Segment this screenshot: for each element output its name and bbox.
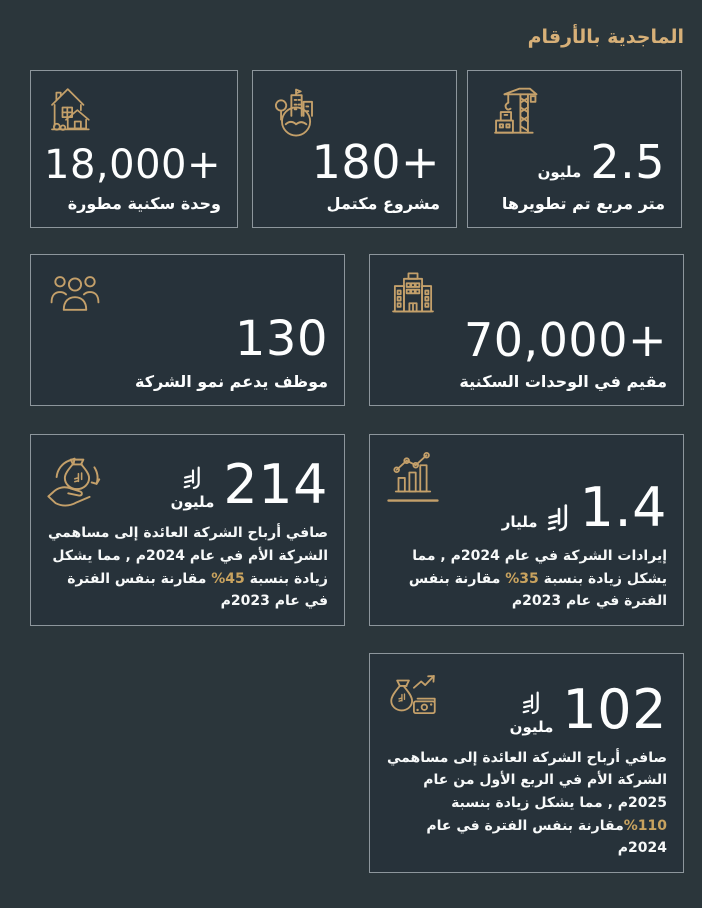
stat-label: مشروع مكتمل bbox=[326, 193, 440, 213]
stat-block bbox=[45, 310, 328, 393]
saudi-riyal-icon bbox=[522, 691, 542, 715]
stat-value: 102 bbox=[562, 677, 667, 741]
stat-label: متر مربع تم تطويرها bbox=[501, 193, 665, 213]
stat-value-row bbox=[384, 475, 667, 539]
stat-block bbox=[482, 134, 665, 215]
saudi-riyal-icon bbox=[183, 466, 203, 490]
desc-text: صافي أرباح الشركة العائدة إلى مساهمي الشركة الأم في الربع الأول من عام 2025م , مما يشكل زيادة بنسبة bbox=[386, 749, 667, 811]
stat-value-row bbox=[384, 677, 667, 741]
stat-label: موظف يدعم نمو الشركة bbox=[135, 371, 328, 391]
stat-value-row bbox=[45, 453, 328, 517]
stat-value: 1.4 bbox=[579, 475, 667, 539]
desc-text: مقارنة بنفس الفترة في عام 2023م bbox=[67, 570, 328, 610]
desc-text: مقارنة بنفس الفترة في عام 2024م bbox=[426, 817, 667, 857]
stat-card-net-profit-2024 bbox=[30, 434, 345, 626]
stat-description bbox=[45, 522, 328, 613]
percentage-highlight: %35 bbox=[505, 570, 539, 587]
stat-unit: مليون bbox=[537, 162, 582, 181]
stat-value-row bbox=[482, 134, 665, 189]
crane-icon bbox=[482, 83, 542, 143]
stat-card-revenue-2024 bbox=[369, 434, 684, 626]
stat-value: 18,000+ bbox=[44, 141, 221, 188]
percentage-highlight: %45 bbox=[211, 570, 245, 587]
stat-block bbox=[267, 134, 440, 215]
stat-block bbox=[44, 141, 221, 215]
desc-text: مقارنة بنفس الفترة في عام 2023م bbox=[408, 570, 667, 610]
desc-text: إيرادات الشركة في عام 2024م , مما يشكل زيادة بنسبة bbox=[412, 547, 667, 587]
city-icon bbox=[267, 83, 327, 143]
stat-label: وحدة سكنية مطورة bbox=[67, 193, 221, 213]
stat-unit: مليون bbox=[170, 493, 215, 512]
stat-description bbox=[384, 545, 667, 613]
stat-card-residents bbox=[369, 254, 684, 406]
stat-card-housing-units bbox=[30, 70, 238, 228]
stat-label: مقيم في الوحدات السكنية bbox=[459, 371, 667, 391]
stat-value: 180+ bbox=[311, 134, 440, 189]
stat-unit: مليون bbox=[509, 717, 554, 736]
stat-block bbox=[384, 475, 667, 613]
stat-unit: مليار bbox=[501, 512, 538, 531]
stat-card-employees bbox=[30, 254, 345, 406]
currency-unit-stack bbox=[510, 691, 554, 737]
stat-block bbox=[45, 453, 328, 613]
house-icon bbox=[45, 83, 101, 139]
saudi-riyal-icon bbox=[547, 504, 571, 535]
currency-unit-stack bbox=[171, 466, 215, 512]
desc-text: صافي أرباح الشركة العائدة إلى مساهمي الشركة الأم في عام 2024م , مما يشكل زيادة بنسبة bbox=[47, 525, 328, 587]
stat-description bbox=[384, 747, 667, 860]
stat-value: 214 bbox=[223, 453, 328, 517]
percentage-highlight: %110 bbox=[623, 817, 667, 834]
page-title: الماجدية بالأرقام bbox=[527, 26, 684, 48]
stat-value: 70,000+ bbox=[464, 312, 667, 367]
stat-card-developed-area bbox=[467, 70, 682, 228]
stat-card-completed-projects bbox=[252, 70, 457, 228]
stat-card-net-profit-q1-2025 bbox=[369, 653, 684, 873]
stat-value: 130 bbox=[234, 310, 328, 367]
people-icon bbox=[45, 267, 105, 317]
stat-value: 2.5 bbox=[590, 134, 665, 189]
stat-block bbox=[384, 677, 667, 860]
stat-block bbox=[384, 312, 667, 393]
